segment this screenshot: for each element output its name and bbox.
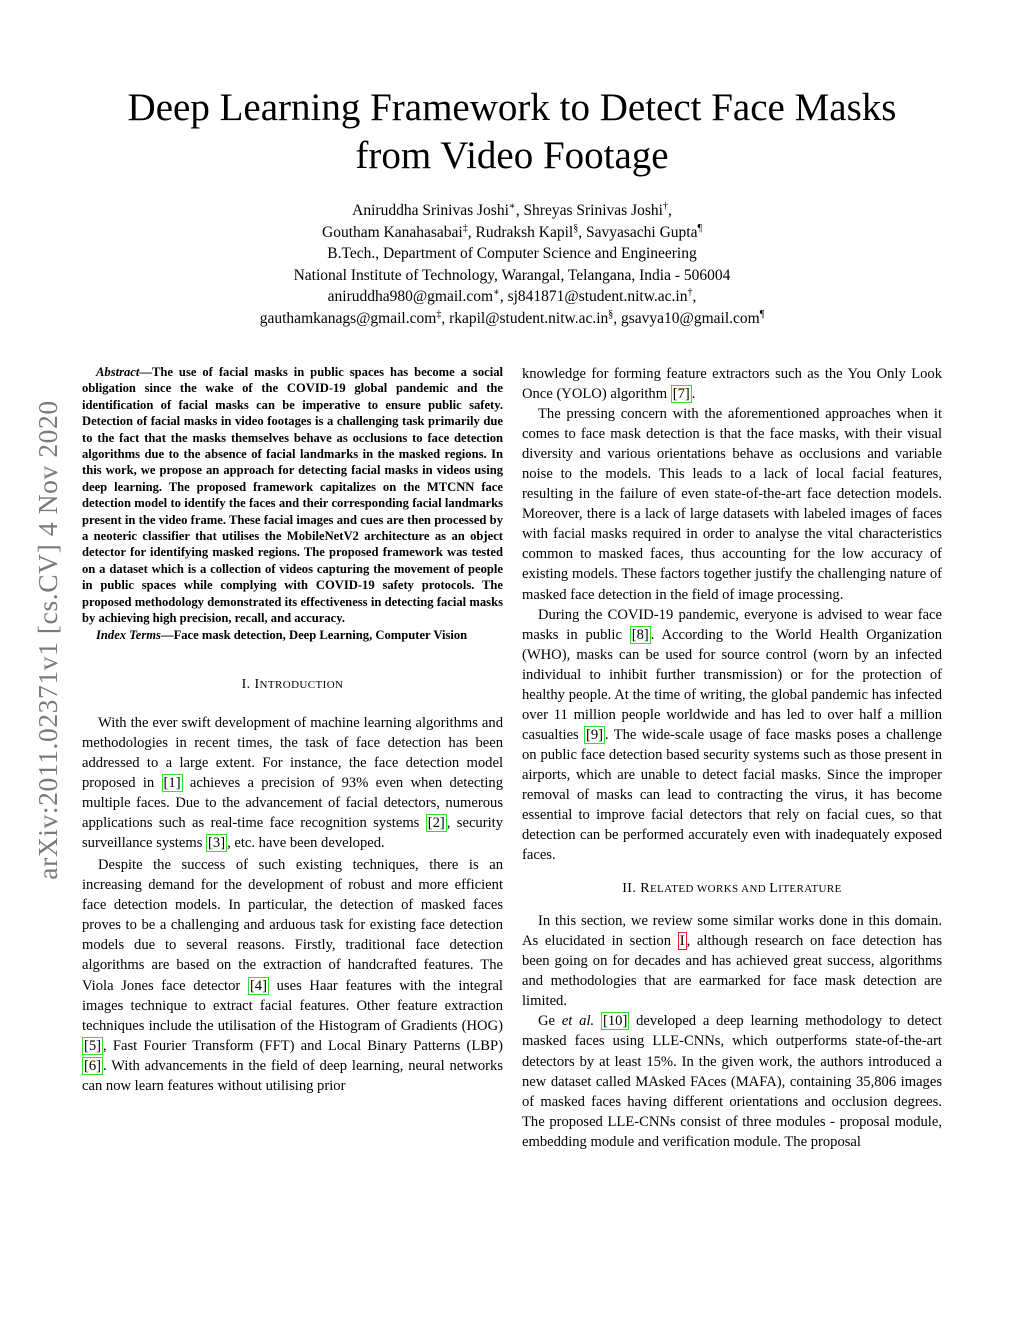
related-paragraph-2: Ge et al. [10] developed a deep learning methodology to detect masked faces using LLE-CNNs, which outperforms state-of-the-art detectors by at least 15%. In the given work, the authors introduced a new dataset called MAsked FAces (MAFA), containing 35,806 images of masked faces having different orientations and occlusion degrees. The proposed LLE-CNNs consist of three modules - proposal module, embedding module and verification module. The proposal [522, 1013, 942, 1150]
index-terms: Index Terms—Face mask detection, Deep Learning, Computer Vision [96, 627, 468, 642]
citation-link[interactable]: [2] [427, 815, 445, 832]
citation-link[interactable]: [8] [631, 626, 649, 643]
left-column [82, 364, 503, 1096]
intro-paragraph-3: The pressing concern with the aforementioned approaches when it comes to face mask detection is that the face masks, with their visual diversity and various orientations behave as occlusions and variable noise to the models. This leads to a lack of local facial features, resulting in the failure of even state-of-the-art face detection models. Moreover, there is a lack of large datasets with labeled images of faces with facial masks required in order to analyse the vital characteristics common to masked faces, thus accounting for the low accuracy of existing models. These factors together justify the challenging nature of masked face detection in the field of image processing. [522, 406, 942, 603]
right-column [522, 364, 942, 1152]
section-heading-related-works: II. RELATED WORKS AND LITERATURE [622, 881, 842, 897]
citation-link[interactable]: [7] [672, 386, 690, 403]
section-ref-link[interactable]: I [679, 933, 685, 950]
emails-line-2: gauthamkanags@gmail.com‡, rkapil@student.nitw.ac.in§, gsavya10@gmail.com¶ [259, 308, 765, 327]
arxiv-identifier: arXiv:2011.02371v1 [cs.CV] 4 Nov 2020 [32, 400, 63, 880]
citation-link[interactable]: [5] [84, 1037, 102, 1054]
citation-link[interactable]: [1] [163, 775, 181, 792]
author-block [110, 200, 914, 329]
department: B.Tech., Department of Computer Science and Engineering [327, 245, 697, 262]
authors-line-2: Goutham Kanahasabai‡, Rudraksh Kapil§, Savyasachi Gupta¶ [322, 222, 702, 241]
intro-continued: knowledge for forming feature extractors such as the You Only Look Once (YOLO) algorithm [7] . [522, 366, 942, 403]
emails-line-1: aniruddha980@gmail.com∗, sj841871@student.nitw.ac.in†, [327, 286, 697, 305]
paper-title [60, 84, 964, 180]
citation-link[interactable]: [9] [586, 726, 604, 743]
title-line-1: Deep Learning Framework to Detect Face Masks [127, 86, 897, 129]
citation-link[interactable]: [4] [249, 977, 267, 994]
abstract-label: Abstract [96, 365, 140, 379]
intro-paragraph-2: Despite the success of such existing techniques, there is an increasing demand for the development of robust and more efficient face detection models. In particular, the detection of masked faces proves to be a challenging and arduous task for existing face detection models due to several reasons. Firstly, traditional face detection algorithms are based on the extraction of handcrafted features. The Viola Jones face detector [4] uses Haar features with the integral images technique to extract facial features. Other feature extraction techniques include the utilisation of the Histogram of Gradients (HOG) [5] , Fast Fourier Transform (FFT) and Local Binary Patterns (LBP) [6] . With advancements in the field of deep learning, neural networks can now learn features without utilising prior [82, 857, 503, 1094]
section-heading-introduction: I. INTRODUCTION [241, 676, 344, 692]
citation-link[interactable]: [10] [602, 1013, 628, 1030]
title-line-2: from Video Footage [355, 134, 669, 177]
intro-paragraph-1: With the ever swift development of machine learning algorithms and methodologies in recent times, the task of face detection has been addressed to a large extent. For instance, the face detection model proposed in [1] achieves a precision of 93% even when detecting multiple faces. Due to the advancement of facial detectors, numerous applications such as real-time face recognition systems [2] , security surveillance systems [3] , etc. have been developed. [82, 714, 503, 852]
abstract [82, 364, 503, 643]
authors-line-1: Aniruddha Srinivas Joshi∗, Shreyas Srinivas Joshi†, [352, 200, 672, 219]
citation-link[interactable]: [3] [208, 835, 226, 852]
intro-paragraph-4: During the COVID-19 pandemic, everyone is advised to wear face masks in public [8] . According to the World Health Organization (WHO), masks can be used for source control (worn by an infected individual to inhibit further transmission) or for the protection of healthy people. At the time of writing, the global pandemic has infected over 11 million people worldwide and has led to over half a million casualties [9] . The wide-scale usage of face masks poses a challenge on public face detection based security systems such as those present in airports, which are unable to detect facial masks. Since the improper removal of masks can lead to contracting the virus, it has become essential to improve facial detectors that rely on facial cues, so that detection can be performed accurately even with inadequately exposed faces. [522, 606, 942, 864]
related-paragraph-1: In this section, we review some similar works done in this domain. As elucidated in section I , although research on face detection has been going on for decades and has achieved great success, algorithms and methodologies that are earmarked for face mask detection are limited. [522, 913, 943, 1010]
citation-link[interactable]: [6] [84, 1057, 102, 1074]
abstract-text: —The use of facial masks in public spaces has become a social obligation since the wake of the COVID-19 global pandemic and the identification of facial masks can be imperative to ensure public safety. Detection of facial masks in video footages is a challenging task primarily due to the fact that the masks themselves behave as occlusions to face detection algorithms due to the absence of facial landmarks in the masked regions. In this work, we propose an approach for detecting facial masks in videos using deep learning. The proposed framework capitalizes on the MTCNN face detection model to identify the faces and their corresponding facial landmarks present in the video frame. These facial images and cues are then processed by a neoteric classifier that utilises the MobileNetV2 architecture as an object detector for identifying masked regions. The proposed framework was tested on a dataset which is a collection of videos capturing the movement of people in public spaces while complying with COVID-19 safety protocols. The proposed methodology demonstrated its effectiveness in detecting facial masks by achieving high precision, recall, and accuracy. [82, 365, 503, 626]
institute: National Institute of Technology, Warangal, Telangana, India - 506004 [293, 266, 731, 284]
